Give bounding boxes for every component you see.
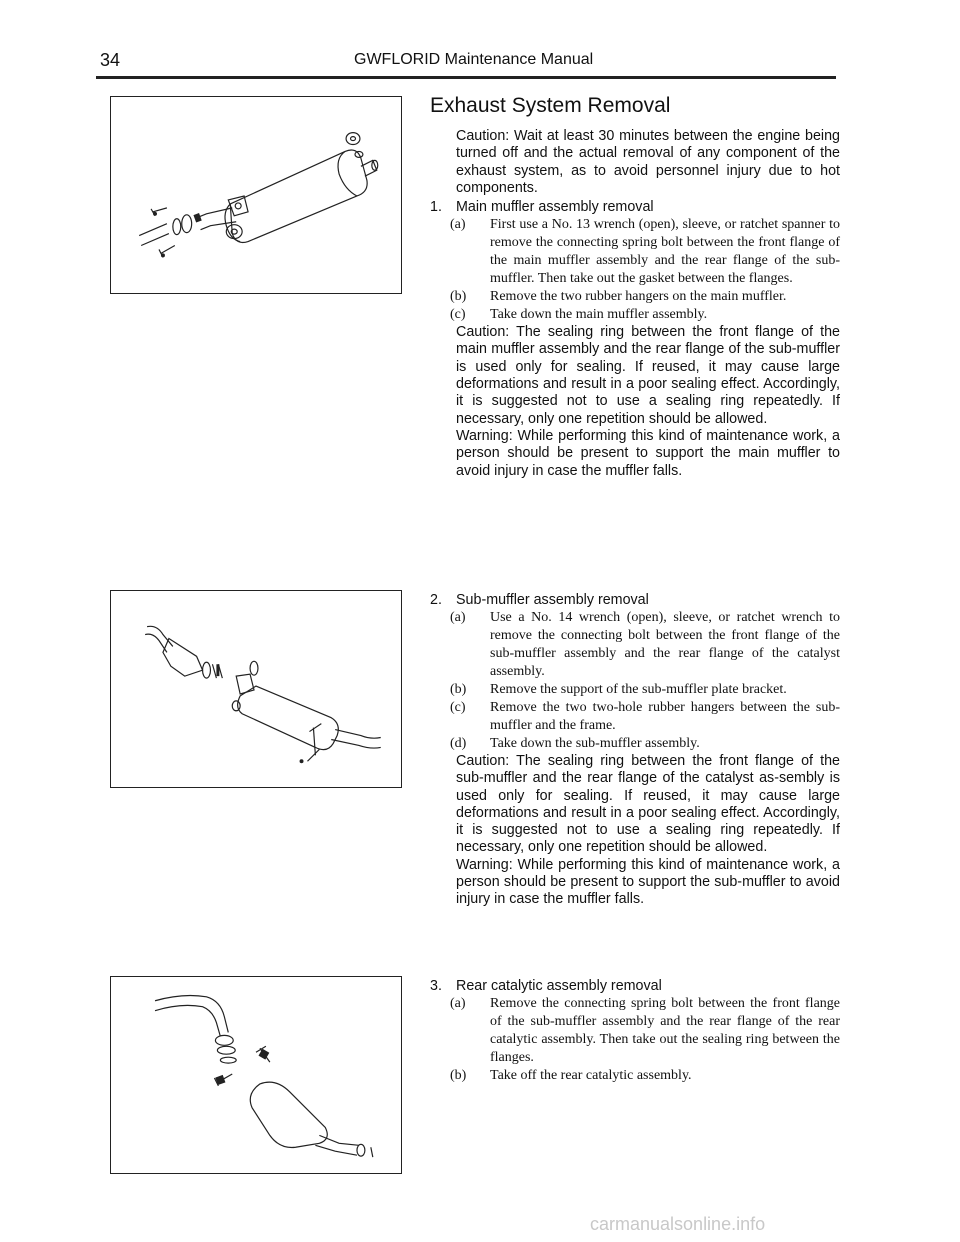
step-number: 1. <box>430 199 442 216</box>
sub-label: (a) <box>450 996 466 1011</box>
main-muffler-illustration <box>111 97 401 293</box>
sub-text: Take off the rear catalytic assembly. <box>490 1068 692 1083</box>
step-3-sub-a <box>450 995 840 1067</box>
step-2-sub-d <box>450 735 840 753</box>
step-1-heading <box>430 198 840 216</box>
step-1-caution: Caution: The sealing ring between the front flange of the main muffler assembly and the rear flange of the sub-muffler is used only for sealing. If reused, it may cause large deformations and result in a poor sealing effect. Accordingly, it is suggested not to use a sealing ring repeatedly. If necessary, only one repetition should be allowed. <box>456 324 840 427</box>
step-3-sub-b <box>450 1067 840 1085</box>
page-header <box>96 50 836 79</box>
step-2-sub-a <box>450 609 840 681</box>
step-2-sub-b <box>450 681 840 699</box>
step-1-sub-a <box>450 216 840 288</box>
section-title: Exhaust System Removal <box>430 94 671 117</box>
sub-label: (a) <box>450 610 466 625</box>
step-2-warning: Warning: While performing this kind of maintenance work, a person should be present to support the sub-muffler to avoid injury in case the muffler falls. <box>456 856 840 908</box>
figure-rear-catalytic <box>110 976 402 1174</box>
sub-text: Remove the two two-hole rubber hangers between the sub-muffler and the frame. <box>490 700 840 733</box>
step-2-block <box>430 591 840 909</box>
step-1-warning: Warning: While performing this kind of maintenance work, a person should be present to support the main muffler to avoid injury in case the muffler falls. <box>456 427 840 479</box>
step-2-sub-c <box>450 699 840 735</box>
step-title: Rear catalytic assembly removal <box>456 978 662 994</box>
step-title: Main muffler assembly removal <box>456 199 654 216</box>
sub-label: (c) <box>450 700 466 715</box>
step-2-caution: Caution: The sealing ring between the front flange of the sub-muffler and the rear flange of the catalyst as-sembly is used only for sealing. If reused, it may cause large deformations and result in a poor sealing effect. Accordingly, it is suggested not to use a sealing ring repeatedly. If necessary, only one repetition should be allowed. <box>456 753 840 856</box>
manual-title: GWFLORID Maintenance Manual <box>354 51 594 68</box>
sub-text: Use a No. 14 wrench (open), sleeve, or ratchet wrench to remove the connecting bolt between the front flange of the sub-muffler assembly and the rear flange of the catalyst assembly. <box>490 610 840 679</box>
sub-text: First use a No. 13 wrench (open), sleeve, or ratchet spanner to remove the connecting spring bolt between the front flange of the main muffler assembly and the rear flange of the sub-muffler. Then take out the gasket between the flanges. <box>490 217 840 287</box>
sub-label: (b) <box>450 289 467 305</box>
step-number: 2. <box>430 592 442 608</box>
sub-label: (d) <box>450 736 467 751</box>
sub-text: Take down the main muffler assembly. <box>490 307 708 323</box>
step-2-heading <box>430 591 840 609</box>
watermark: carmanualsonline.info <box>590 1214 766 1234</box>
step-number: 3. <box>430 978 442 994</box>
page-number: 34 <box>100 50 121 70</box>
step-1-sub-b <box>450 288 840 306</box>
rear-catalytic-illustration <box>111 977 401 1173</box>
figure-main-muffler <box>110 96 402 294</box>
sub-text: Remove the two rubber hangers on the main muffler. <box>490 289 787 305</box>
sub-label: (a) <box>450 217 466 233</box>
step-3-heading <box>430 977 840 995</box>
step-1-sub-c <box>450 306 840 324</box>
step-1-block <box>430 128 840 480</box>
figure-sub-muffler <box>110 590 402 788</box>
intro-caution: Caution: Wait at least 30 minutes between the engine being turned off and the actual removal of any component of the exhaust system, as to avoid personnel injury due to hot components. <box>456 128 840 196</box>
sub-label: (c) <box>450 307 466 323</box>
sub-label: (b) <box>450 682 467 697</box>
sub-text: Take down the sub-muffler assembly. <box>490 736 700 751</box>
step-title: Sub-muffler assembly removal <box>456 592 649 608</box>
sub-text: Remove the connecting spring bolt between the front flange of the sub-muffler assembly and the rear flange of the rear catalytic assembly. Then take out the sealing ring between the flanges. <box>490 996 840 1065</box>
step-3-block <box>430 977 840 1085</box>
sub-text: Remove the support of the sub-muffler plate bracket. <box>490 682 787 697</box>
sub-muffler-illustration <box>111 591 401 787</box>
sub-label: (b) <box>450 1068 467 1083</box>
